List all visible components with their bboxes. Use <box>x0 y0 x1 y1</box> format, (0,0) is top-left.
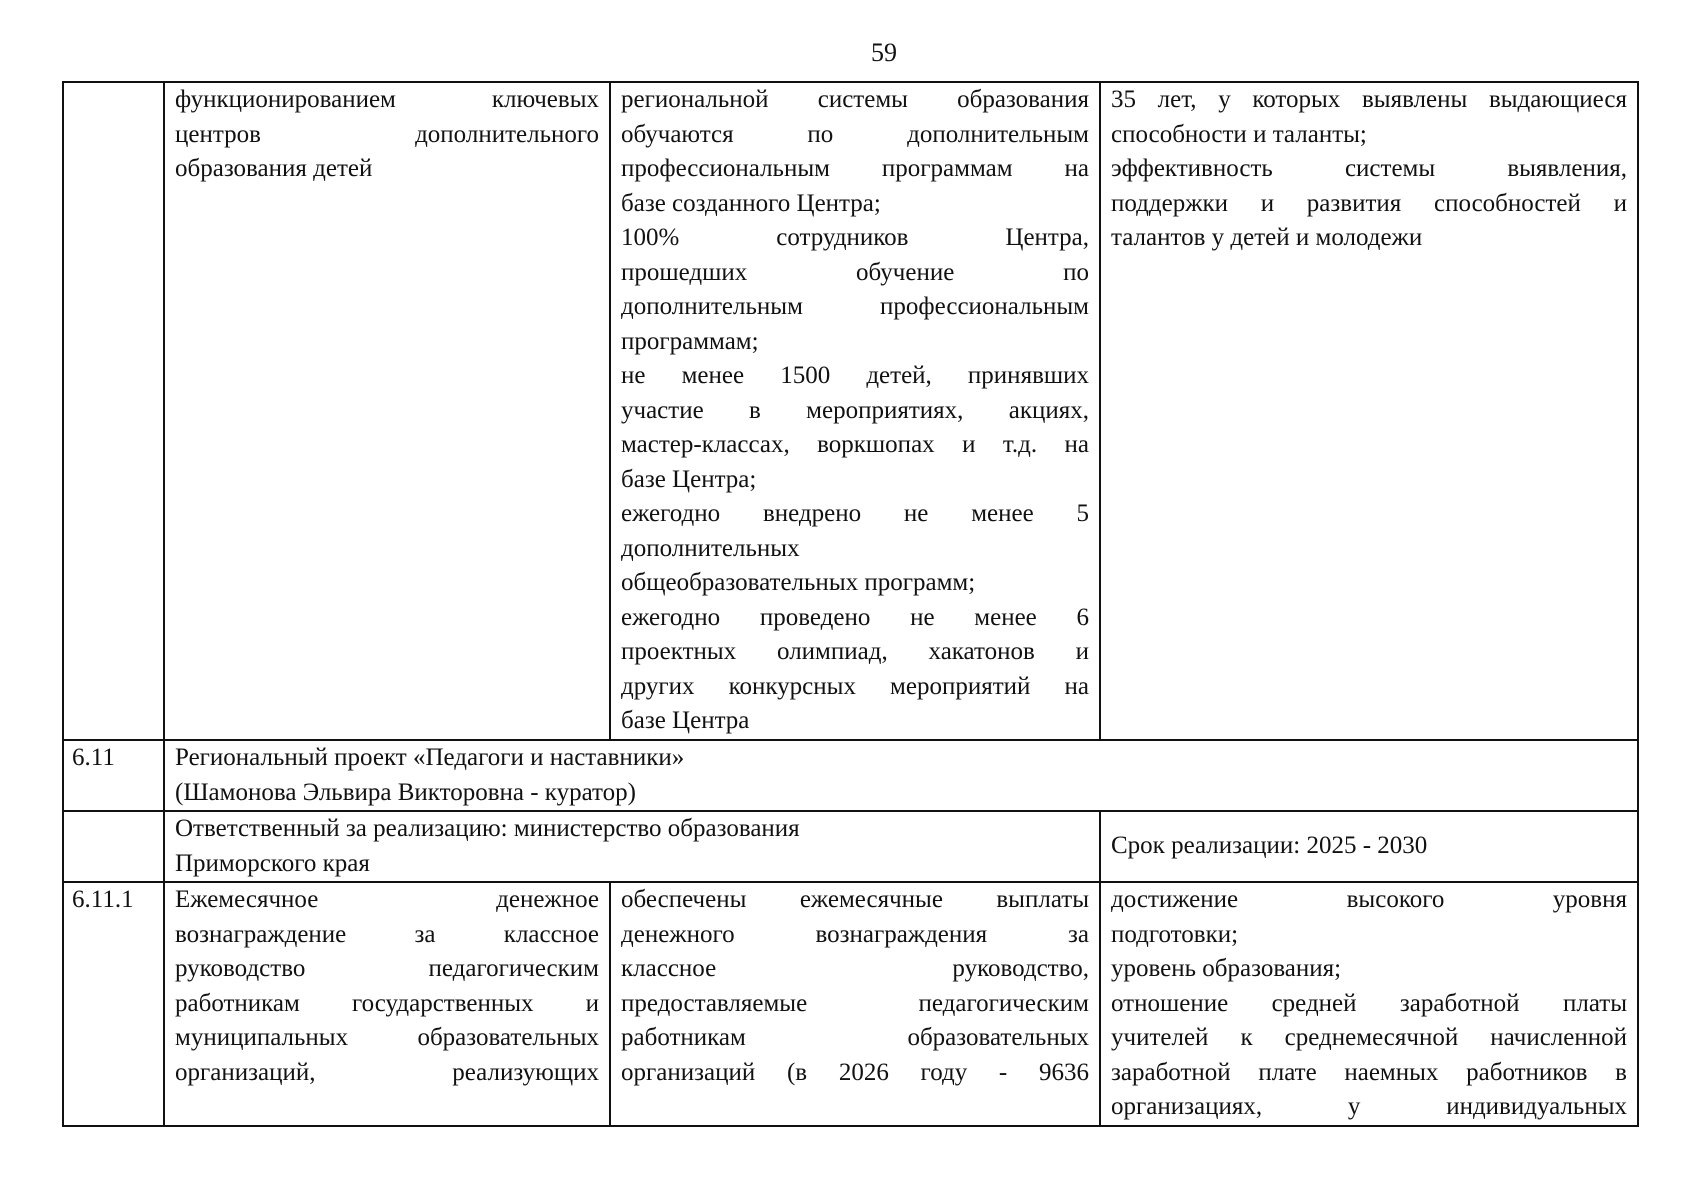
item-event-text <box>175 883 599 1090</box>
text-line: организаций (в 2026 году - 9636 <box>621 1058 1089 1086</box>
text-line: вознаграждение за классное <box>175 920 599 948</box>
table-row-item <box>63 882 1638 1126</box>
text-line: 100% сотрудников Центра, <box>621 224 1089 251</box>
text-line: региональной системы образования <box>621 86 1089 113</box>
item-number: 6.11.1 <box>63 882 164 1126</box>
item-event-cell <box>164 882 610 1126</box>
text-line: подготовки; <box>1111 920 1239 948</box>
row-number-cell <box>63 82 164 740</box>
text-line: классное руководство, <box>621 955 1089 982</box>
text-line: поддержки и развития способностей и <box>1111 189 1627 217</box>
text-line: уровень образования; <box>1111 955 1342 982</box>
text-line: муниципальных образовательных <box>175 1024 599 1051</box>
text-line: достижение высокого уровня <box>1111 886 1627 913</box>
text-line: профессиональным программам на <box>621 155 1089 182</box>
text-line: способности и таланты; <box>1111 120 1367 148</box>
text-line: Ежемесячное денежное <box>175 886 599 913</box>
text-line: организациях, у индивидуальных <box>1111 1093 1627 1120</box>
text-line: денежного вознаграждения за <box>621 920 1089 948</box>
text-line: талантов у детей и молодежи <box>1111 224 1423 251</box>
text-line: не менее 1500 детей, принявших <box>621 362 1089 389</box>
event-cell <box>164 82 610 740</box>
text-line: базе созданного Центра; <box>621 189 881 217</box>
result-text <box>621 83 1089 739</box>
project-title: Региональный проект «Педагоги и наставники» <box>175 744 685 771</box>
text-line: работникам образовательных <box>621 1024 1089 1051</box>
responsible-org: Приморского края <box>175 849 370 877</box>
text-line: дополнительных <box>621 534 800 562</box>
text-line: обучаются по дополнительным <box>621 120 1089 148</box>
text-line: дополнительным профессиональным <box>621 293 1089 320</box>
project-number: 6.11 <box>63 740 164 811</box>
responsible-number-cell <box>63 811 164 882</box>
text-line: обеспечены ежемесячные выплаты <box>621 886 1089 913</box>
text-line: функционированием ключевых <box>175 86 599 113</box>
term-text: Срок реализации: 2025 - 2030 <box>1111 832 1428 860</box>
table-row-project <box>63 740 1638 811</box>
text-line: образования детей <box>175 155 373 182</box>
event-text <box>175 83 599 187</box>
text-line: проектных олимпиад, хакатонов и <box>621 638 1089 665</box>
table-row-continuation <box>63 82 1638 740</box>
project-curator: (Шамонова Эльвира Викторовна - куратор) <box>175 778 636 806</box>
text-line: 35 лет, у которых выявлены выдающиеся <box>1111 86 1627 113</box>
result-cell <box>610 82 1100 740</box>
text-line: руководство педагогическим <box>175 955 599 982</box>
responsible-cell <box>164 811 1100 882</box>
text-line: ежегодно проведено не менее 6 <box>621 603 1089 631</box>
project-title-cell <box>164 740 1638 811</box>
text-line: организаций, реализующих <box>175 1058 599 1086</box>
text-line: общеобразовательных программ; <box>621 569 976 596</box>
text-line: отношение средней заработной платы <box>1111 989 1627 1017</box>
indicator-text <box>1111 83 1627 256</box>
text-line: эффективность системы выявления, <box>1111 155 1627 182</box>
item-result-cell <box>610 882 1100 1126</box>
table-row-responsible <box>63 811 1638 882</box>
text-line: прошедших обучение по <box>621 258 1089 286</box>
text-line: центров дополнительного <box>175 120 599 148</box>
item-indicator-text <box>1111 883 1627 1125</box>
text-line: предоставляемые педагогическим <box>621 989 1089 1017</box>
text-line: работникам государственных и <box>175 989 599 1017</box>
text-line: учителей к среднемесячной начисленной <box>1111 1024 1627 1051</box>
text-line: базе Центра <box>621 707 750 734</box>
text-line: программам; <box>621 327 759 355</box>
text-line: участие в мероприятиях, акциях, <box>621 396 1089 424</box>
item-indicator-cell <box>1100 882 1638 1126</box>
text-line: заработной плате наемных работников в <box>1111 1058 1627 1086</box>
term-cell <box>1100 811 1638 882</box>
text-line: базе Центра; <box>621 465 757 493</box>
indicator-cell <box>1100 82 1638 740</box>
item-result-text <box>621 883 1089 1090</box>
text-line: ежегодно внедрено не менее 5 <box>621 500 1089 527</box>
program-table <box>62 81 1639 1127</box>
text-line: других конкурсных мероприятий на <box>621 672 1089 700</box>
page-number: 59 <box>871 38 897 67</box>
text-line: мастер-классах, воркшопах и т.д. на <box>621 431 1089 458</box>
responsible-text: Ответственный за реализацию: министерство образования <box>175 815 800 842</box>
